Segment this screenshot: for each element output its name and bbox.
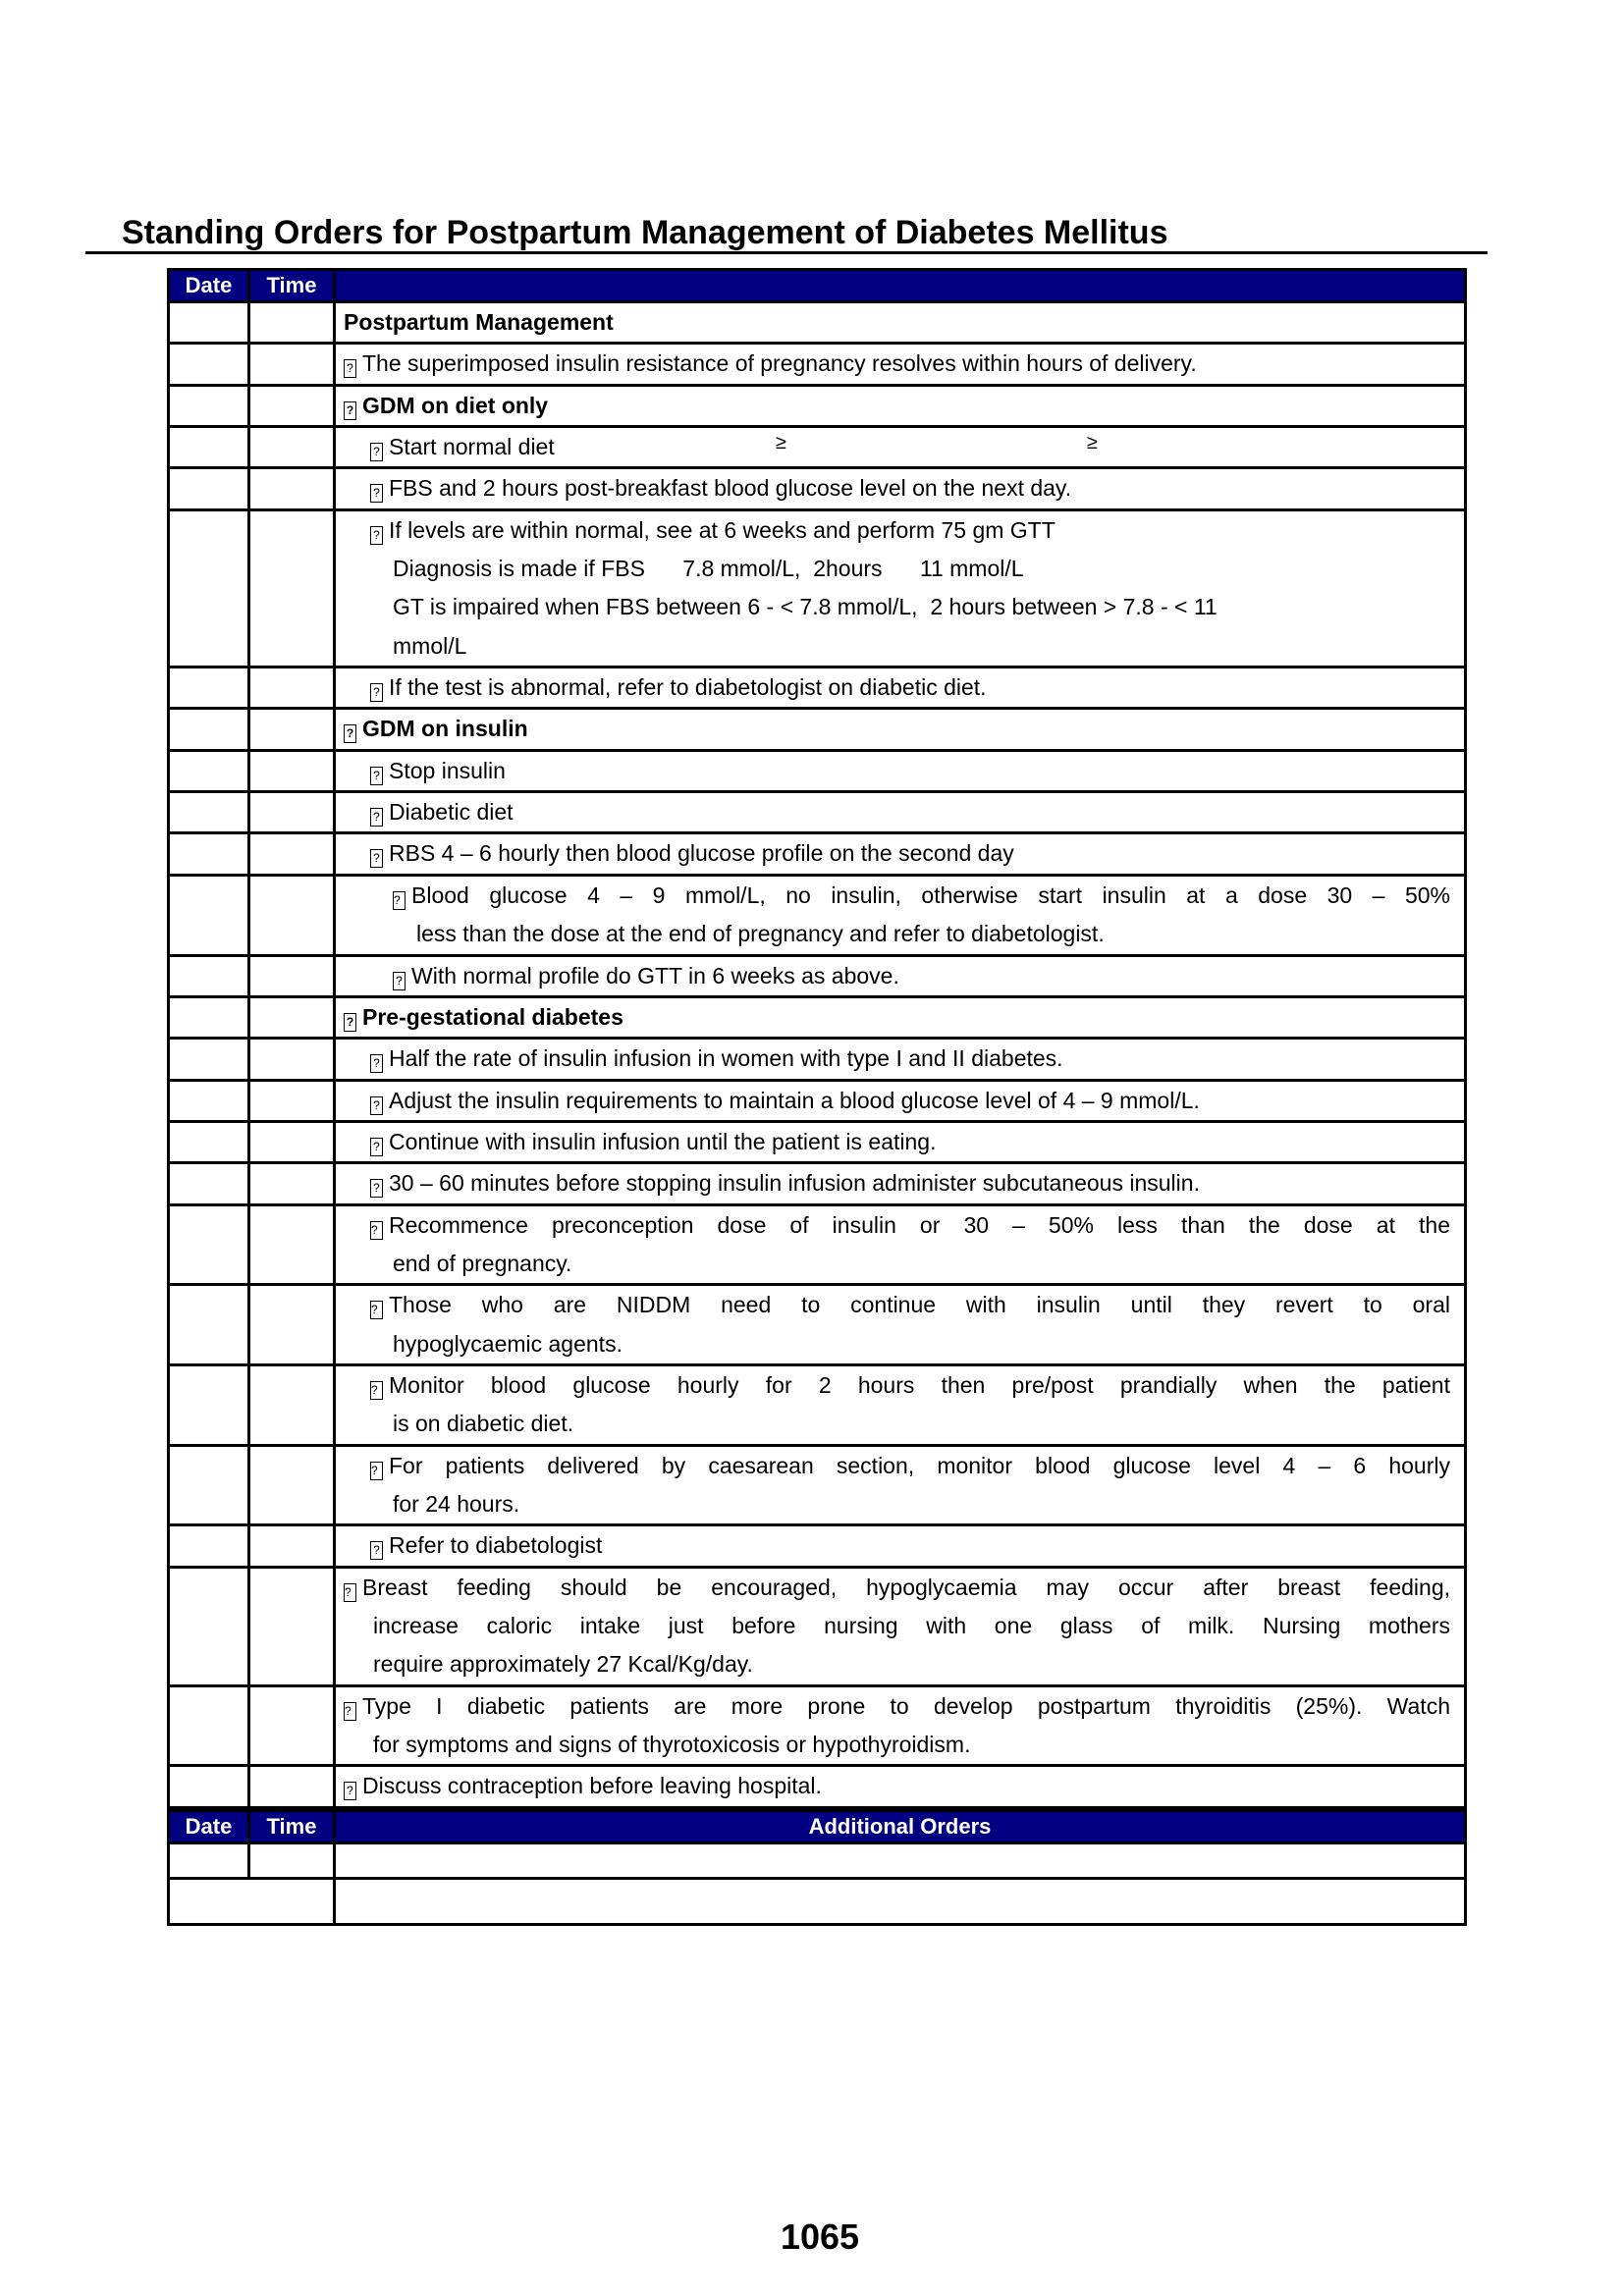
order-cell xyxy=(336,1767,1464,1805)
order-line xyxy=(336,1645,1450,1683)
order-line xyxy=(336,387,1450,425)
bullet-icon: ? xyxy=(344,724,356,743)
table-row xyxy=(170,1206,1464,1287)
order-cell xyxy=(336,1366,1464,1444)
order-cell xyxy=(336,303,1464,342)
date-cell[interactable] xyxy=(170,1569,250,1684)
additional-order-row xyxy=(170,1844,1464,1880)
order-line xyxy=(336,834,1450,873)
order-cell xyxy=(336,1040,1464,1078)
bullet-icon: ? xyxy=(370,526,383,545)
order-text: Discuss contraception before leaving hospital. xyxy=(362,1773,822,1799)
order-text: Adjust the insulin requirements to maintain a blood glucose level of 4 – 9 mmol/L. xyxy=(389,1087,1200,1113)
bullet-icon: ? xyxy=(370,808,383,827)
order-text: Diabetic diet xyxy=(389,799,514,826)
order-line xyxy=(336,1123,1450,1161)
page-title: Standing Orders for Postpartum Management of Diabetes Mellitus xyxy=(122,214,1168,251)
order-line xyxy=(336,550,1450,588)
order-line xyxy=(336,1687,1450,1726)
order-line xyxy=(336,1040,1450,1078)
order-cell xyxy=(336,1164,1464,1202)
order-cell xyxy=(336,834,1464,873)
order-cell xyxy=(336,1082,1464,1120)
order-line xyxy=(336,668,1450,707)
time-cell[interactable] xyxy=(250,1206,336,1284)
order-line xyxy=(336,1447,1450,1485)
date-cell[interactable] xyxy=(170,793,250,831)
order-text: For patients delivered by caesarean section, monitor blood glucose level 4 – 6 hourly xyxy=(389,1452,1450,1478)
bullet-icon: ? xyxy=(393,891,406,910)
table-row xyxy=(170,1082,1464,1123)
order-text: hypoglycaemic agents. xyxy=(393,1330,623,1357)
time-cell[interactable] xyxy=(250,1366,336,1444)
date-cell[interactable] xyxy=(170,752,250,790)
standing-orders-table xyxy=(167,268,1467,1926)
order-line xyxy=(336,1569,1450,1607)
order-line xyxy=(336,428,1450,466)
order-text: Postpartum Management xyxy=(344,309,614,335)
table-row xyxy=(170,957,1464,998)
order-line xyxy=(336,303,1450,342)
table-row xyxy=(170,1767,1464,1808)
order-text: mmol/L xyxy=(393,632,467,659)
order-line xyxy=(336,1526,1450,1565)
stray-symbol: ≥ xyxy=(776,432,786,454)
order-text: Half the rate of insulin infusion in women with type I and II diabetes. xyxy=(389,1045,1063,1072)
order-line xyxy=(336,1325,1450,1363)
additional-header-label: Additional Orders xyxy=(808,1813,992,1839)
date-cell[interactable] xyxy=(170,469,250,507)
table-row xyxy=(170,1286,1464,1366)
order-text: The superimposed insulin resistance of pregnancy resolves within hours of delivery. xyxy=(362,350,1197,377)
date-cell[interactable] xyxy=(170,1366,250,1444)
date-cell[interactable] xyxy=(170,1687,250,1765)
time-cell[interactable] xyxy=(250,1123,336,1161)
order-cell xyxy=(336,710,1464,748)
additional-orders-header xyxy=(170,1809,1464,1844)
bullet-icon: ? xyxy=(344,401,356,420)
order-text: Start normal diet xyxy=(389,434,555,460)
order-text: FBS and 2 hours post-breakfast blood glucose level on the next day. xyxy=(389,475,1072,502)
time-cell[interactable] xyxy=(250,752,336,790)
order-text: Blood glucose 4 – 9 mmol/L, no insulin, otherwise start insulin at a dose 30 – 50% xyxy=(411,881,1450,908)
order-text: If the test is abnormal, refer to diabetologist on diabetic diet. xyxy=(389,674,987,701)
time-cell[interactable] xyxy=(250,511,336,666)
date-cell[interactable] xyxy=(170,1082,250,1120)
additional-header-date: Date xyxy=(170,1812,250,1842)
time-cell[interactable] xyxy=(250,469,336,507)
order-line xyxy=(336,511,1450,550)
date-cell[interactable] xyxy=(170,957,250,995)
order-text: end of pregnancy. xyxy=(393,1250,572,1276)
order-text: If levels are within normal, see at 6 weeks and perform 75 gm GTT xyxy=(389,516,1056,543)
bullet-icon: ? xyxy=(370,683,383,702)
table-row xyxy=(170,469,1464,510)
order-text: increase caloric intake just before nursing with one glass of milk. Nursing mothers xyxy=(373,1613,1450,1638)
order-cell xyxy=(336,793,1464,831)
time-cell[interactable] xyxy=(250,1687,336,1765)
order-cell xyxy=(336,345,1464,383)
table-row xyxy=(170,1164,1464,1205)
order-line xyxy=(336,1485,1450,1523)
order-line xyxy=(336,793,1450,831)
table-header xyxy=(170,271,1464,303)
table-row xyxy=(170,1526,1464,1568)
bullet-icon: ? xyxy=(370,1179,383,1198)
order-cell[interactable] xyxy=(336,1880,1464,1923)
order-text: for 24 hours. xyxy=(393,1490,520,1517)
date-cell[interactable] xyxy=(170,511,250,666)
table-row xyxy=(170,877,1464,957)
table-row xyxy=(170,1687,1464,1768)
time-cell[interactable] xyxy=(250,1082,336,1120)
time-cell[interactable] xyxy=(250,1526,336,1565)
date-cell[interactable] xyxy=(170,1844,250,1877)
order-text: GDM on insulin xyxy=(362,716,528,742)
order-text: GDM on diet only xyxy=(362,392,549,418)
order-text: Monitor blood glucose hourly for 2 hours then pre/post prandially when the patient xyxy=(389,1371,1450,1398)
table-row xyxy=(170,793,1464,834)
order-cell xyxy=(336,1687,1464,1765)
order-text: less than the dose at the end of pregnancy and refer to diabetologist. xyxy=(416,921,1105,947)
table-row xyxy=(170,345,1464,386)
table-row xyxy=(170,387,1464,428)
table-row xyxy=(170,1040,1464,1081)
order-text: Breast feeding should be encouraged, hypoglycaemia may occur after breast feeding, xyxy=(362,1574,1450,1600)
order-text: GT is impaired when FBS between 6 - < 7.8 mmol/L, 2 hours between > 7.8 - < 11 xyxy=(393,594,1218,620)
time-cell[interactable] xyxy=(250,793,336,831)
table-row xyxy=(170,752,1464,793)
order-line xyxy=(336,1286,1450,1324)
bullet-icon: ? xyxy=(370,1381,383,1400)
bullet-icon: ? xyxy=(370,1096,383,1115)
order-text: for symptoms and signs of thyrotoxicosis or hypothyroidism. xyxy=(373,1732,971,1758)
order-text: Refer to diabetologist xyxy=(389,1532,603,1559)
order-text: Continue with insulin infusion until the patient is eating. xyxy=(389,1128,937,1154)
time-cell[interactable] xyxy=(250,1040,336,1078)
order-cell xyxy=(336,668,1464,707)
date-cell[interactable] xyxy=(170,710,250,748)
order-cell xyxy=(336,387,1464,425)
stray-symbol: ≥ xyxy=(1087,432,1098,454)
order-line xyxy=(336,877,1450,915)
order-line xyxy=(336,1726,1450,1764)
date-cell[interactable] xyxy=(170,668,250,707)
date-time-cell[interactable] xyxy=(170,1880,336,1923)
date-cell[interactable] xyxy=(170,998,250,1037)
table-row xyxy=(170,710,1464,751)
date-cell[interactable] xyxy=(170,877,250,954)
order-line xyxy=(336,1366,1450,1405)
table-row xyxy=(170,428,1464,469)
order-cell xyxy=(336,1447,1464,1524)
order-line xyxy=(336,1767,1450,1805)
order-line xyxy=(336,752,1450,790)
bullet-icon: ? xyxy=(393,972,406,990)
order-line xyxy=(336,710,1450,748)
time-cell[interactable] xyxy=(250,957,336,995)
time-cell[interactable] xyxy=(250,303,336,342)
date-cell[interactable] xyxy=(170,1164,250,1202)
time-cell[interactable] xyxy=(250,998,336,1037)
order-line xyxy=(336,1245,1450,1283)
order-cell xyxy=(336,1526,1464,1565)
order-cell xyxy=(336,998,1464,1037)
time-cell[interactable] xyxy=(250,710,336,748)
order-cell xyxy=(336,469,1464,507)
date-cell[interactable] xyxy=(170,1447,250,1524)
time-cell[interactable] xyxy=(250,1286,336,1363)
date-cell[interactable] xyxy=(170,303,250,342)
order-line xyxy=(336,957,1450,995)
order-line xyxy=(336,1206,1450,1245)
bullet-icon: ? xyxy=(344,1702,356,1721)
header-time: Time xyxy=(250,271,336,300)
date-cell[interactable] xyxy=(170,428,250,466)
order-cell xyxy=(336,957,1464,995)
time-cell[interactable] xyxy=(250,1844,336,1877)
date-cell[interactable] xyxy=(170,1206,250,1284)
time-cell[interactable] xyxy=(250,345,336,383)
additional-header-time: Time xyxy=(250,1812,336,1842)
time-cell[interactable] xyxy=(250,387,336,425)
bullet-icon: ? xyxy=(344,1583,356,1602)
table-row xyxy=(170,303,1464,345)
bullet-icon: ? xyxy=(370,443,383,461)
bullet-icon: ? xyxy=(370,1301,383,1319)
order-text: RBS 4 – 6 hourly then blood glucose profile on the second day xyxy=(389,840,1014,867)
order-text: require approximately 27 Kcal/Kg/day. xyxy=(373,1651,753,1678)
time-cell[interactable] xyxy=(250,1164,336,1202)
order-line xyxy=(336,627,1450,666)
date-cell[interactable] xyxy=(170,387,250,425)
time-cell[interactable] xyxy=(250,1569,336,1684)
bullet-icon: ? xyxy=(344,1782,356,1800)
time-cell[interactable] xyxy=(250,834,336,873)
order-cell xyxy=(336,1123,1464,1161)
table-row xyxy=(170,1447,1464,1527)
bullet-icon: ? xyxy=(370,1541,383,1560)
table-row xyxy=(170,1569,1464,1687)
bullet-icon: ? xyxy=(370,1054,383,1073)
date-cell[interactable] xyxy=(170,1526,250,1565)
table-row xyxy=(170,1366,1464,1447)
page-number: 1065 xyxy=(780,2216,860,2257)
order-rows xyxy=(170,303,1464,1809)
time-cell[interactable] xyxy=(250,1447,336,1524)
bullet-icon: ? xyxy=(370,767,383,785)
bullet-icon: ? xyxy=(344,1013,356,1032)
order-text: 30 – 60 minutes before stopping insulin infusion administer subcutaneous insulin. xyxy=(389,1170,1200,1197)
order-line xyxy=(336,998,1450,1037)
bullet-icon: ? xyxy=(370,1138,383,1156)
order-cell xyxy=(336,877,1464,954)
bullet-icon: ? xyxy=(370,1462,383,1480)
additional-order-row xyxy=(170,1880,1464,1923)
order-text: Pre-gestational diabetes xyxy=(362,1003,623,1030)
order-line xyxy=(336,1082,1450,1120)
order-cell xyxy=(336,752,1464,790)
order-text: With normal profile do GTT in 6 weeks as above. xyxy=(411,962,899,988)
title-underline xyxy=(85,251,1488,254)
order-text: Stop insulin xyxy=(389,757,506,783)
order-text: Recommence preconception dose of insulin or 30 – 50% less than the dose at the xyxy=(389,1211,1450,1238)
order-line xyxy=(336,915,1450,953)
order-cell xyxy=(336,1286,1464,1363)
order-line xyxy=(336,345,1450,383)
order-text: Diagnosis is made if FBS 7.8 mmol/L, 2hours 11 mmol/L xyxy=(393,556,1024,582)
bullet-icon: ? xyxy=(370,484,383,503)
date-cell[interactable] xyxy=(170,1286,250,1363)
time-cell[interactable] xyxy=(250,428,336,466)
date-cell[interactable] xyxy=(170,1040,250,1078)
order-text: Those who are NIDDM need to continue with insulin until they revert to oral xyxy=(389,1292,1450,1318)
table-row xyxy=(170,998,1464,1040)
order-line xyxy=(336,588,1450,626)
order-line xyxy=(336,1607,1450,1645)
bullet-icon: ? xyxy=(370,849,383,868)
order-line xyxy=(336,469,1450,507)
order-cell xyxy=(336,1569,1464,1684)
order-text: Type I diabetic patients are more prone to develop postpartum thyroiditis (25%). Watch xyxy=(362,1692,1450,1719)
date-cell[interactable] xyxy=(170,1123,250,1161)
date-cell[interactable] xyxy=(170,834,250,873)
order-cell xyxy=(336,511,1464,666)
date-cell[interactable] xyxy=(170,1767,250,1805)
header-main xyxy=(336,271,1464,300)
order-cell xyxy=(336,1206,1464,1284)
table-row xyxy=(170,511,1464,668)
order-cell xyxy=(336,428,1464,466)
table-row xyxy=(170,668,1464,710)
order-line xyxy=(336,1405,1450,1443)
table-row xyxy=(170,834,1464,876)
order-text: is on diabetic diet. xyxy=(393,1411,574,1437)
order-line xyxy=(336,1164,1450,1202)
time-cell[interactable] xyxy=(250,1767,336,1805)
bullet-icon: ? xyxy=(344,359,356,378)
time-cell[interactable] xyxy=(250,877,336,954)
header-date: Date xyxy=(170,271,250,300)
order-cell[interactable] xyxy=(336,1844,1464,1877)
date-cell[interactable] xyxy=(170,345,250,383)
table-row xyxy=(170,1123,1464,1164)
time-cell[interactable] xyxy=(250,668,336,707)
bullet-icon: ? xyxy=(370,1221,383,1240)
